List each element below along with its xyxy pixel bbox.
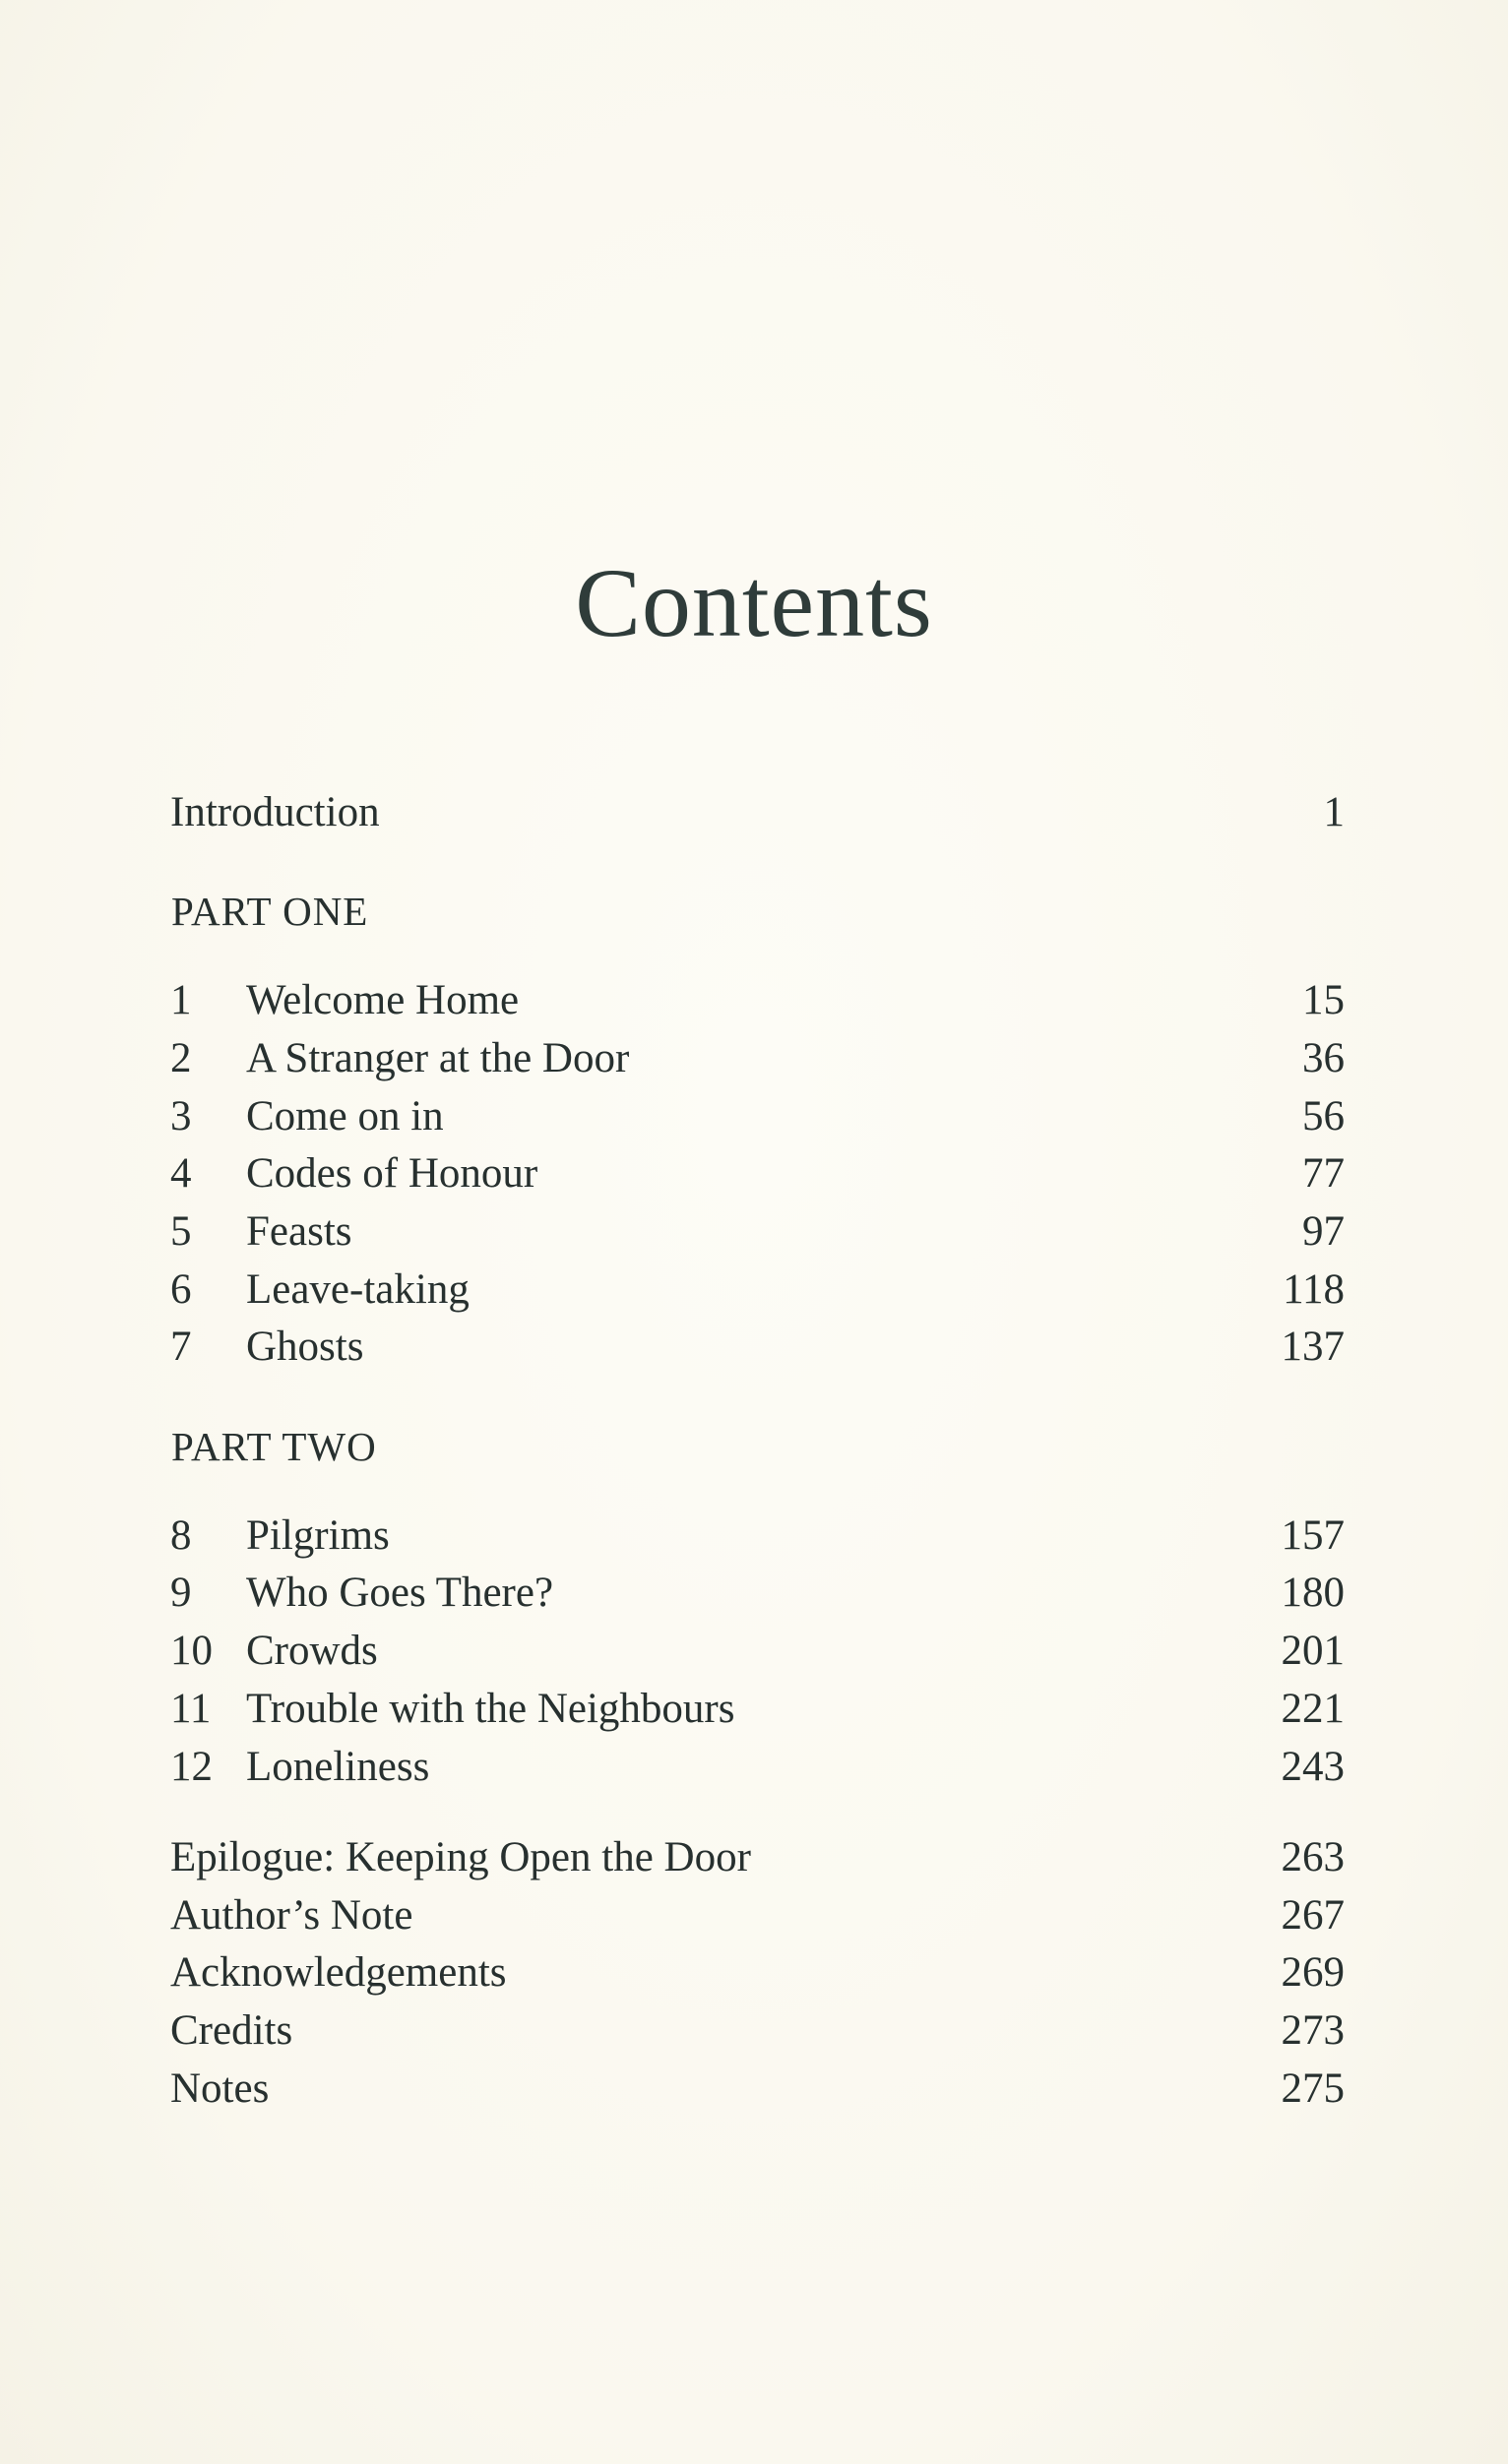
toc-entry-label: Notes xyxy=(170,2065,270,2112)
chapter-title: Leave-taking xyxy=(246,1266,470,1313)
chapter-page: 56 xyxy=(1302,1093,1345,1140)
chapter-number: 10 xyxy=(170,1628,213,1674)
chapter-number: 2 xyxy=(170,1035,192,1081)
toc-chapter-row xyxy=(170,1029,1345,1088)
chapter-title: Feasts xyxy=(246,1208,352,1255)
toc-chapter-row xyxy=(170,1564,1345,1623)
toc-entry-label: Introduction xyxy=(170,789,380,835)
chapter-title: Pilgrims xyxy=(246,1512,390,1559)
chapter-number: 6 xyxy=(170,1266,192,1313)
toc-entry-page: 273 xyxy=(1281,2007,1345,2054)
toc-entry-label: Credits xyxy=(170,2007,293,2054)
toc-entry-notes xyxy=(170,2060,1345,2119)
chapter-title: Welcome Home xyxy=(246,977,520,1023)
chapter-number: 7 xyxy=(170,1324,192,1370)
chapter-page: 221 xyxy=(1281,1686,1345,1732)
toc-chapter-row xyxy=(170,1738,1345,1797)
chapter-title: A Stranger at the Door xyxy=(246,1035,630,1081)
toc-chapter-row xyxy=(170,1144,1345,1203)
toc-entry-acknowledgements xyxy=(170,1943,1345,2002)
toc-entry-page: 267 xyxy=(1281,1892,1345,1939)
toc-entry-epilogue xyxy=(170,1828,1345,1887)
toc-entry-credits xyxy=(170,2002,1345,2061)
chapter-number: 12 xyxy=(170,1744,213,1790)
toc-entry-page: 269 xyxy=(1281,1949,1345,1996)
chapter-page: 180 xyxy=(1281,1570,1345,1616)
toc-entry-page: 275 xyxy=(1281,2065,1345,2112)
chapter-title: Ghosts xyxy=(246,1324,364,1370)
page-title: Contents xyxy=(575,548,933,657)
toc-chapter-row xyxy=(170,1622,1345,1681)
chapter-page: 118 xyxy=(1283,1266,1345,1313)
chapter-page: 36 xyxy=(1302,1035,1345,1081)
chapter-page: 157 xyxy=(1281,1512,1345,1559)
part-two-heading: PART TWO xyxy=(171,1424,377,1469)
chapter-title: Codes of Honour xyxy=(246,1150,538,1197)
chapter-page: 77 xyxy=(1302,1150,1345,1197)
toc-entry-authors-note xyxy=(170,1886,1345,1945)
chapter-title: Crowds xyxy=(246,1628,378,1674)
chapter-title: Loneliness xyxy=(246,1744,430,1790)
chapter-title: Who Goes There? xyxy=(246,1570,554,1616)
chapter-title: Trouble with the Neighbours xyxy=(246,1686,735,1732)
toc-chapter-row xyxy=(170,1087,1345,1146)
toc-chapter-row xyxy=(170,1318,1345,1377)
chapter-title: Come on in xyxy=(246,1093,444,1140)
chapter-page: 201 xyxy=(1281,1628,1345,1674)
toc-entry-page: 1 xyxy=(1323,789,1345,835)
toc-entry-page: 263 xyxy=(1281,1834,1345,1880)
toc-chapter-row xyxy=(170,1507,1345,1566)
toc-chapter-row xyxy=(170,1680,1345,1739)
chapter-number: 5 xyxy=(170,1208,192,1255)
chapter-number: 8 xyxy=(170,1512,192,1559)
part-one-heading: PART ONE xyxy=(171,889,369,934)
toc-entry-label: Acknowledgements xyxy=(170,1949,507,1996)
toc-entry-label: Author’s Note xyxy=(170,1892,413,1939)
chapter-number: 9 xyxy=(170,1570,192,1616)
toc-chapter-row xyxy=(170,971,1345,1030)
toc-entry-introduction xyxy=(170,783,1345,842)
chapter-number: 1 xyxy=(170,977,192,1023)
chapter-page: 97 xyxy=(1302,1208,1345,1255)
chapter-page: 243 xyxy=(1281,1744,1345,1790)
chapter-number: 11 xyxy=(170,1686,212,1732)
toc-chapter-row xyxy=(170,1261,1345,1320)
chapter-page: 15 xyxy=(1302,977,1345,1023)
chapter-page: 137 xyxy=(1281,1324,1345,1370)
chapter-number: 4 xyxy=(170,1150,192,1197)
toc-chapter-row xyxy=(170,1202,1345,1262)
toc-entry-label: Epilogue: Keeping Open the Door xyxy=(170,1834,751,1880)
chapter-number: 3 xyxy=(170,1093,192,1140)
